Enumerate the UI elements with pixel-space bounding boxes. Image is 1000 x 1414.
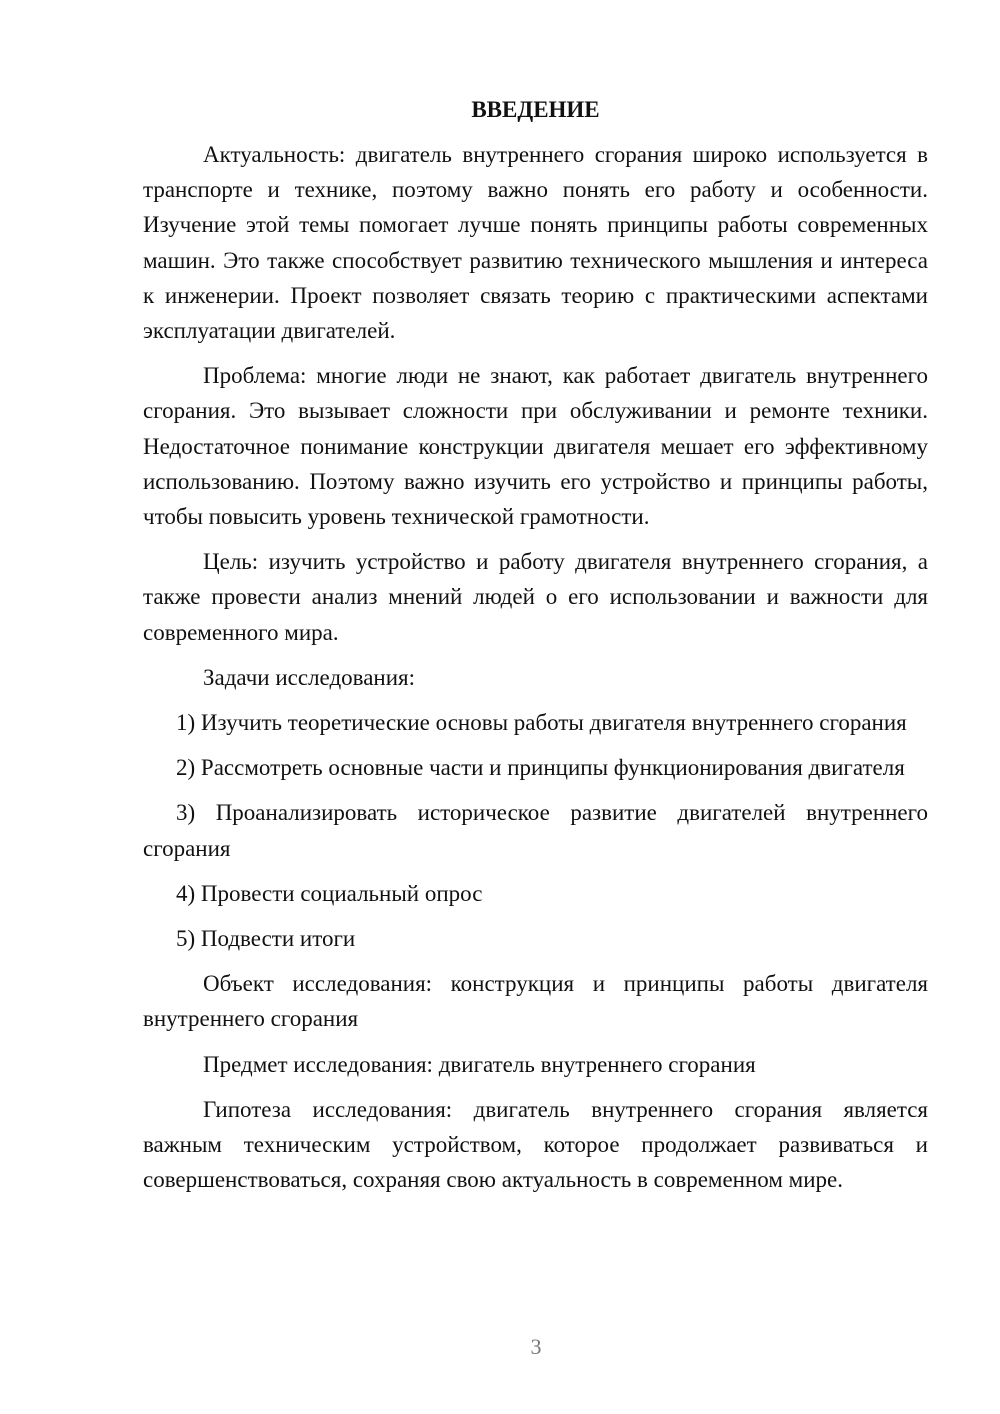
list-item: 2) Рассмотреть основные части и принципы функционирования двигателя xyxy=(176,755,905,781)
tasks-list xyxy=(143,705,928,956)
paragraph-hypothesis: Гипотеза исследования: двигатель внутреннего сгорания является важным техническим устройством, которое продолжает развиваться и совершенствоваться, сохраняя свою актуальность в современном мире. xyxy=(143,1096,928,1193)
list-item: 3) Проанализировать историческое развитие двигателей внутреннего сгорания xyxy=(143,800,928,861)
page-number: 3 xyxy=(530,1334,542,1359)
page-title: ВВЕДЕНИЕ xyxy=(471,97,600,122)
paragraph-object: Объект исследования: конструкция и принципы работы двигателя внутреннего сгорания xyxy=(143,971,928,1032)
tasks-heading: Задачи исследования: xyxy=(203,664,416,690)
paragraph-subject: Предмет исследования: двигатель внутреннего сгорания xyxy=(203,1051,756,1077)
paragraph-goal: Цель: изучить устройство и работу двигателя внутреннего сгорания, а также провести анализ мнений людей о его использовании и важности для современного мира. xyxy=(143,549,928,645)
paragraph-relevance: Актуальность: двигатель внутреннего сгорания широко используется в транспорте и технике, поэтому важно понять его работу и особенности. Изучение этой темы помогает лучше понять принципы работы современных машин. Это также способствует развитию технического мышления и интереса к инженерии. Проект позволяет связать теорию с практическими аспектами эксплуатации двигателей. xyxy=(143,142,928,344)
document-page xyxy=(143,92,928,1207)
list-item: 1) Изучить теоретические основы работы двигателя внутреннего сгорания xyxy=(176,710,907,736)
list-item: 4) Провести социальный опрос xyxy=(176,880,483,906)
list-item: 5) Подвести итоги xyxy=(176,926,356,952)
paragraph-problem: Проблема: многие люди не знают, как работает двигатель внутреннего сгорания. Это вызывает сложности при обслуживании и ремонте техники. Недостаточное понимание конструкции двигателя мешает его эффективному использованию. Поэтому важно изучить его устройство и принципы работы, чтобы повысить уровень технической грамотности. xyxy=(143,363,928,530)
